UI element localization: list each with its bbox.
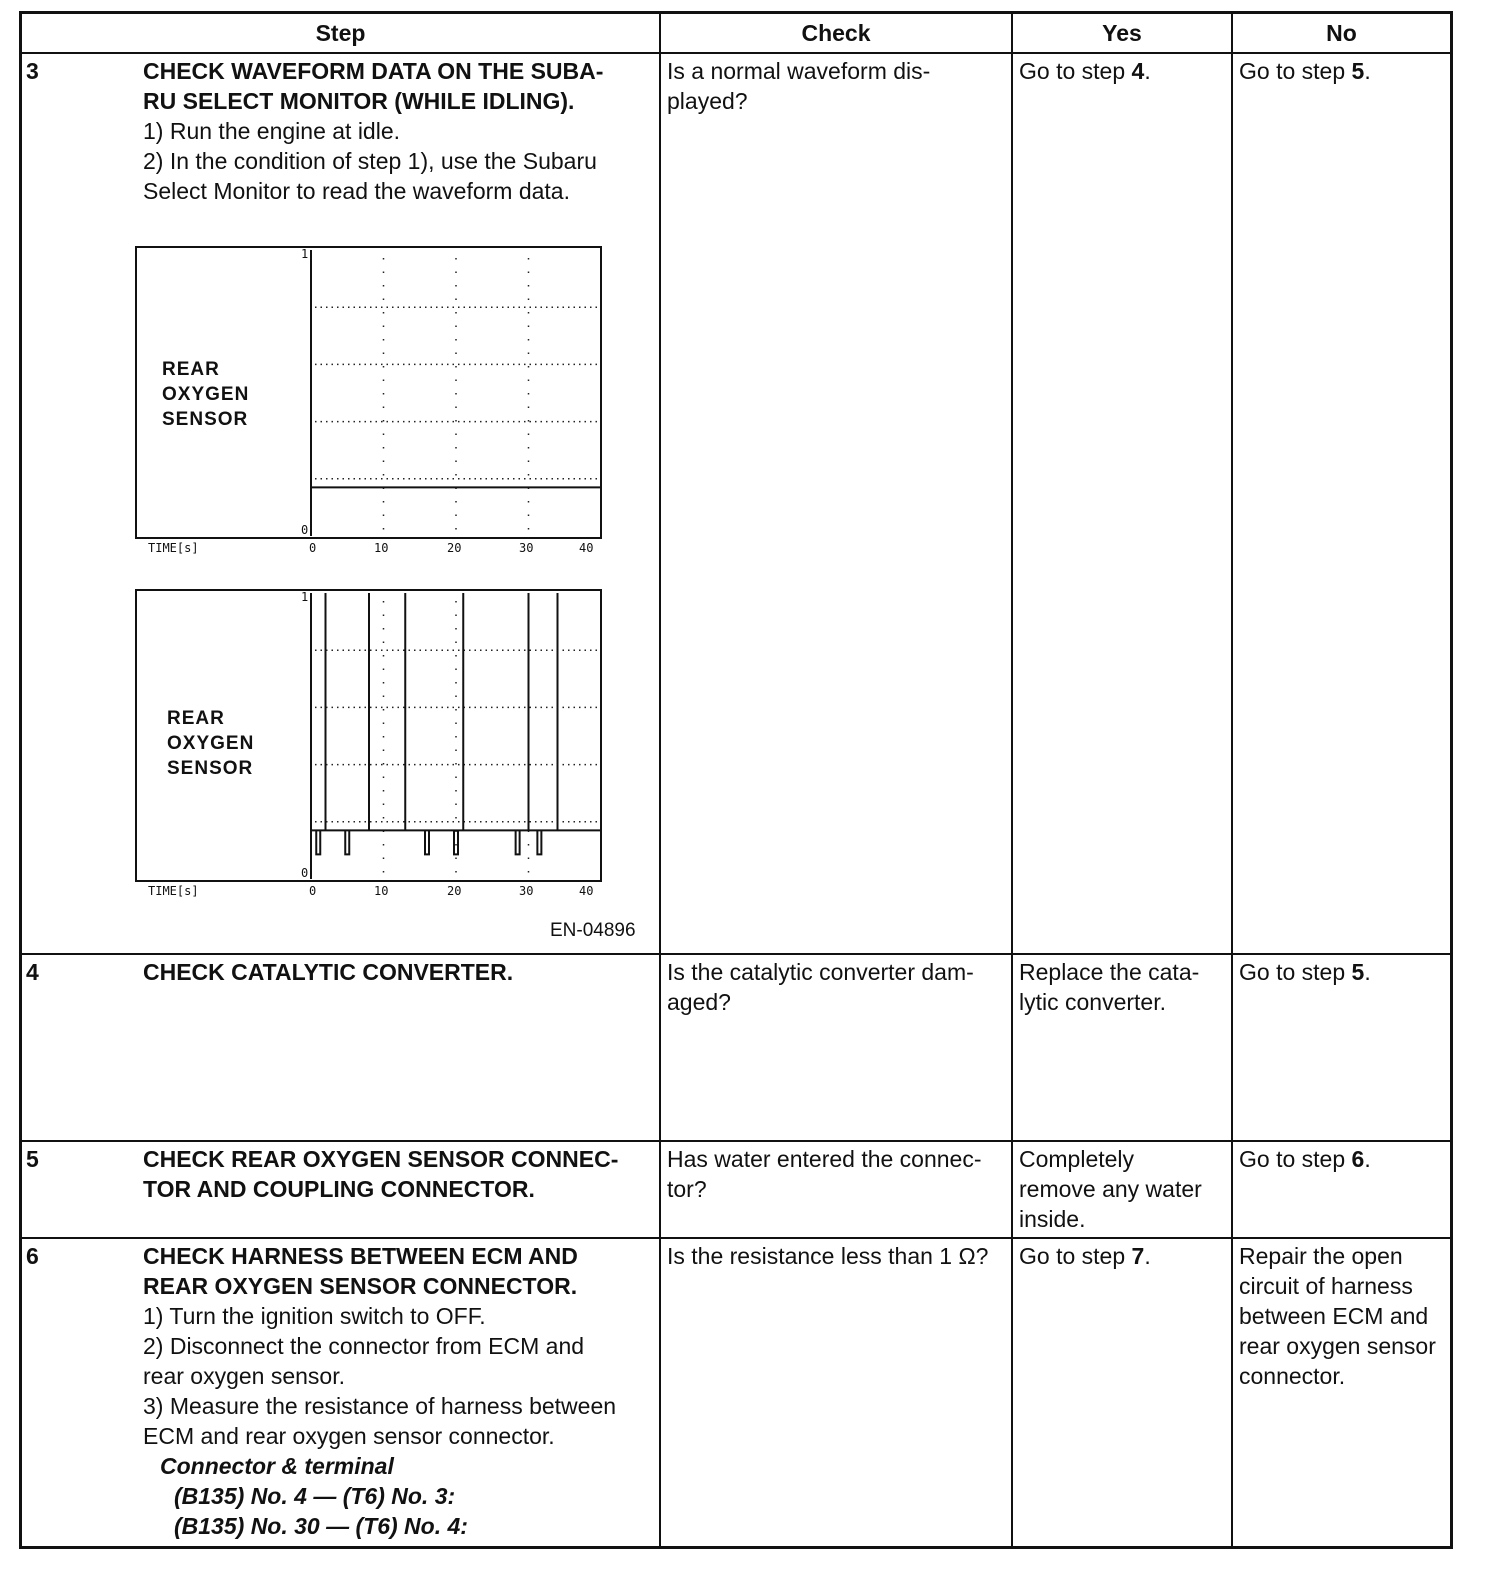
yes-action <box>1019 957 1227 1017</box>
no-text: Go to step <box>1239 1146 1352 1172</box>
no-text: Go to step <box>1239 58 1352 84</box>
no-text: connector. <box>1239 1363 1346 1389</box>
x-tick-label: 20 <box>447 884 462 898</box>
row-divider <box>19 1237 1453 1239</box>
row-divider <box>19 1140 1453 1142</box>
yes-text: lytic converter. <box>1019 989 1166 1015</box>
step-title: CHECK HARNESS BETWEEN ECM AND <box>143 1243 578 1269</box>
no-step-number: 5 <box>1351 58 1365 84</box>
waveform-dip <box>454 830 458 854</box>
graph-label <box>167 706 254 781</box>
no-text: rear oxygen sensor <box>1239 1333 1436 1359</box>
no-step-number: 5 <box>1351 959 1365 985</box>
step-title: TOR AND COUPLING CONNECTOR. <box>143 1176 535 1202</box>
check-text: aged? <box>667 989 731 1015</box>
yes-text: inside. <box>1019 1206 1086 1232</box>
waveform-dip <box>516 830 520 854</box>
step-instruction: 2) Disconnect the connector from ECM and <box>143 1333 585 1359</box>
check-question <box>667 56 1007 116</box>
x-tick-label: 0 <box>309 884 317 898</box>
yes-text: Go to step <box>1019 58 1132 84</box>
graph-label-line: REAR <box>162 359 220 380</box>
step-instruction: 2) In the condition of step 1), use the Subaru <box>143 148 597 174</box>
yes-text: Go to step <box>1019 1243 1132 1269</box>
step-instruction: 3) Measure the resistance of harness between <box>143 1393 617 1419</box>
y-axis-min-label: 0 <box>301 866 309 880</box>
x-tick-label: 40 <box>579 541 594 555</box>
connector-label: Connector & terminal <box>160 1453 394 1479</box>
no-action: Go to step 5. <box>1239 58 1371 84</box>
row-divider <box>19 953 1453 955</box>
step-title: CHECK REAR OXYGEN SENSOR CONNEC- <box>143 1146 619 1172</box>
x-tick-label: 10 <box>374 541 389 555</box>
time-axis-label: TIME[s] <box>148 541 199 555</box>
yes-step-number: 7 <box>1131 1243 1145 1269</box>
header-yes: Yes <box>1102 20 1142 46</box>
y-axis-max-label: 1 <box>301 590 309 604</box>
yes-text: remove any water <box>1019 1176 1202 1202</box>
check-text: Is the catalytic converter dam- <box>667 959 974 985</box>
check-text: tor? <box>667 1176 707 1202</box>
graph-label-line: OXYGEN <box>167 733 255 754</box>
waveform-graph-normal <box>135 246 603 558</box>
header-check: Check <box>801 20 871 46</box>
check-text: Is the resistance less than 1 Ω? <box>667 1243 989 1269</box>
table-border-bottom <box>19 1546 1453 1549</box>
step-title: CHECK CATALYTIC CONVERTER. <box>143 959 514 985</box>
graph-label-line: SENSOR <box>167 758 254 779</box>
connector-terminal: (B135) No. 4 — (T6) No. 3: <box>174 1483 456 1509</box>
check-text: Is a normal waveform dis- <box>667 58 931 84</box>
yes-text: Completely <box>1019 1146 1135 1172</box>
header-divider <box>19 52 1453 54</box>
check-question <box>667 1241 1009 1271</box>
step-description <box>143 56 655 206</box>
header-no: No <box>1326 20 1357 46</box>
time-axis-label: TIME[s] <box>148 884 199 898</box>
waveform-dip <box>316 830 320 854</box>
connector-terminal: (B135) No. 30 — (T6) No. 4: <box>174 1513 468 1539</box>
y-axis-min-label: 0 <box>301 523 309 537</box>
column-divider <box>1011 11 1013 1549</box>
yes-action <box>1019 1144 1227 1234</box>
check-text: played? <box>667 88 748 114</box>
x-tick-label: 20 <box>447 541 462 555</box>
column-divider <box>1231 11 1233 1549</box>
no-text: between ECM and <box>1239 1303 1429 1329</box>
step-title: REAR OXYGEN SENSOR CONNECTOR. <box>143 1273 578 1299</box>
waveform-dip <box>425 830 429 854</box>
step-number: 3 <box>26 58 39 84</box>
yes-step-number: 4 <box>1131 58 1145 84</box>
y-axis-max-label: 1 <box>301 247 309 261</box>
yes-action: Go to step 4. <box>1019 58 1151 84</box>
table-border-top <box>19 11 1453 14</box>
yes-action: Go to step 7. <box>1019 1243 1151 1269</box>
step-instruction: 1) Turn the ignition switch to OFF. <box>143 1303 486 1329</box>
step-description <box>143 1144 655 1204</box>
step-title: CHECK WAVEFORM DATA ON THE SUBA- <box>143 58 604 84</box>
x-tick-label: 40 <box>579 884 594 898</box>
x-tick-label: 30 <box>519 541 534 555</box>
waveform-dip <box>537 830 541 854</box>
graph-label-line: REAR <box>167 708 225 729</box>
check-question <box>667 957 1007 1017</box>
check-text: Has water entered the connec- <box>667 1146 982 1172</box>
step-description <box>143 957 655 987</box>
graph-label-line: SENSOR <box>162 409 249 430</box>
step-title: RU SELECT MONITOR (WHILE IDLING). <box>143 88 575 114</box>
step-number: 6 <box>26 1243 39 1269</box>
step-description <box>143 1241 655 1541</box>
waveform-dip <box>345 830 349 854</box>
no-text: Repair the open <box>1239 1243 1403 1269</box>
no-action <box>1239 1241 1449 1391</box>
check-question <box>667 1144 1007 1204</box>
yes-text: Replace the cata- <box>1019 959 1200 985</box>
step-instruction: 1) Run the engine at idle. <box>143 118 401 144</box>
column-divider <box>659 11 661 1549</box>
x-tick-label: 0 <box>309 541 317 555</box>
figure-code: EN-04896 <box>550 920 636 941</box>
no-text: circuit of harness <box>1239 1273 1413 1299</box>
x-tick-label: 10 <box>374 884 389 898</box>
step-instruction: Select Monitor to read the waveform data. <box>143 178 570 204</box>
no-action: Go to step 6. <box>1239 1146 1371 1172</box>
graph-label-line: OXYGEN <box>162 384 250 405</box>
step-instruction: rear oxygen sensor. <box>143 1363 346 1389</box>
no-action: Go to step 5. <box>1239 959 1371 985</box>
table-border-left <box>19 11 22 1549</box>
no-step-number: 6 <box>1351 1146 1365 1172</box>
step-instruction: ECM and rear oxygen sensor connector. <box>143 1423 555 1449</box>
x-tick-label: 30 <box>519 884 534 898</box>
no-text: Go to step <box>1239 959 1352 985</box>
step-number: 5 <box>26 1146 39 1172</box>
step-number: 4 <box>26 959 39 985</box>
table-border-right <box>1450 11 1453 1549</box>
waveform-graph-abnormal <box>135 589 603 901</box>
graph-label <box>162 357 249 432</box>
header-step: Step <box>315 20 366 46</box>
